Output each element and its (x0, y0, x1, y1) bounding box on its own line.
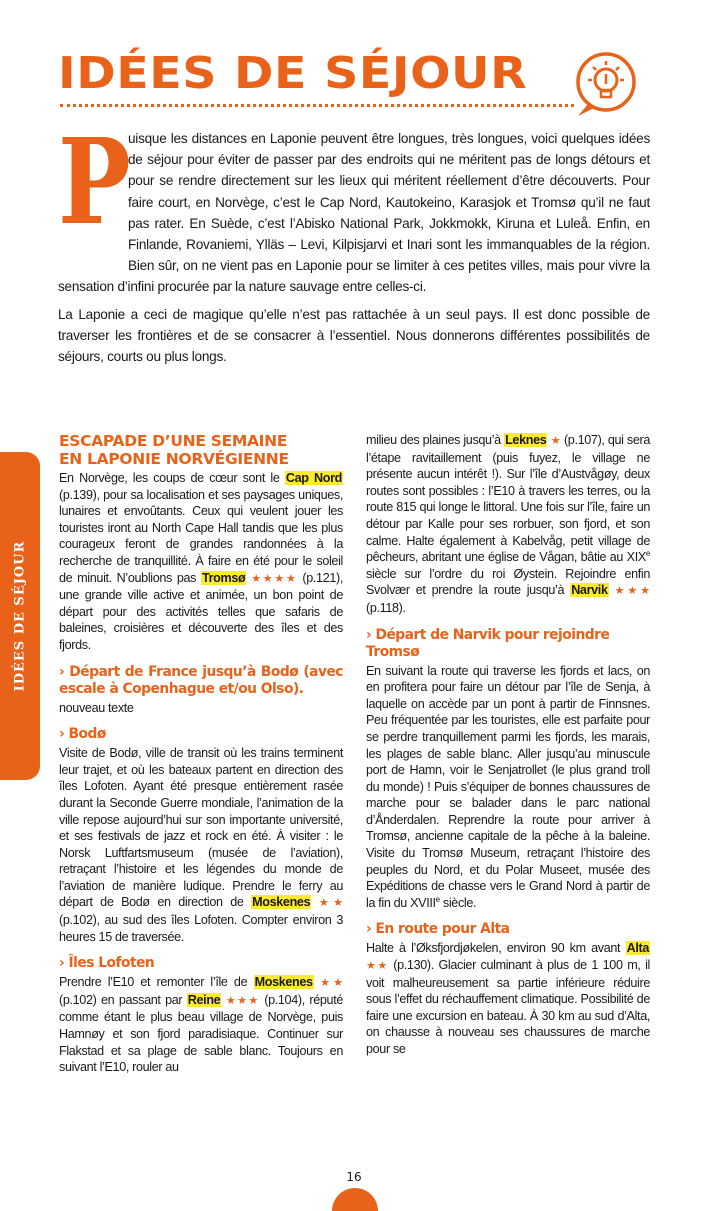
subheading-depart-france: › Départ de France jusqu’à Bodø (avec escale à Copenhague et/ou Olso). (59, 663, 343, 697)
place-alta: Alta (626, 941, 649, 956)
section-heading-line-1: ESCAPADE D’UNE SEMAINE (59, 432, 288, 450)
subheading-bodo: › Bodø (59, 726, 106, 743)
rating-stars: ★★ (318, 897, 343, 910)
norway-paragraph: En Norvège, les coups de cœur sont le Cap Nord (p.139), pour sa localisation et ses paysages uniques, lunaires et envoûtants. Ceux qui veulent jouer les touristes iront au North Cape Hall tandis que les plus courageux feront de grandes randonnées à la recherche de tranquillité. À faire en été pour le soleil de minuit. N’oublions pas Tromsø ★★★★ (p.121), une grande ville active et animée, un bon point de départ pour des activités telles que safaris de baleines, croisières et découverte des îles et des fjords. (59, 471, 343, 652)
intro-paragraph-1: uisque les distances en Laponie peuvent être longues, très longues, voici quelques idées de séjour pour éviter de passer par des endroits qui ne méritent pas de longs détours et pour se rendre directement sur les lieux qui méritent réellement d’être découverts. Pour faire court, en Norvège, c’est le Cap Nord, Kautokeino, Karasjok et Tromsø qu’il ne faut pas rater. En Suède, c’est l’Abisko National Park, Jokkmokk, Kiruna et Luleå. Enfin, en Finlande, Rovaniemi, Ylläs – Levi, Kilpisjarvi et Inari sont les immanquables de la région. Bien sûr, on ne vient pas en Laponie pour se limiter à ces petites villes, mais pour vivre la sensation d’infini procurée par la nature sauvage entre celles-ci. (58, 131, 650, 295)
subheading-line-1: › Départ de Narvik pour rejoindre (366, 626, 610, 643)
narvik-paragraph: En suivant la route qui traverse les fjords et lacs, on en profitera pour faire un détour par l’île de Senja, à laquelle on accède par un pont à partir de Finnsnes. Peu fréquentée par les touristes, elle est parfaite pour se perdre tranquillement parmi les fjords, les marais, les plages de sable blanc. Aller jusqu’au minuscule port de Hamn, voir le Senjatrollet (le plus grand troll du monde) ! Puis s’équiper de bonnes chaussures de marche pour se balader dans le parc national d’Ånderdalen. Reprendre la route pour arriver à Tromsø, ancienne capitale de la pêche à la baleine. Visite du Tromsø Museum, retraçant l’histoire des peuples du Nord, et du Polar Museet, musée des Expéditions de chasse vers le Grand Nord à partir de la fin du XVIIIe siècle. (366, 663, 650, 910)
place-moskenes: Moskenes (254, 975, 313, 990)
page-title: IDÉES DE SÉJOUR (58, 48, 528, 99)
lofoten-continued-paragraph: milieu des plaines jusqu’à Leknes ★ (p.107), qui sera l’étape ravitaillement (puis fuyez, le village ne présente aucun intérêt !). Sur l’île d’Austvågøy, deux routes sont possibles : l’E10 à travers les terres, ou la route 815 qui longe le littoral. Une fois sur l’île, faire un détour par Kalle pour ses rorbuer, son fjord, et son calme. Halte également à Kabelvåg, petit village de pêcheurs, abritant une église de Vågan, bâtie au XIXe siècle sur l’ordre du roi Øystein. Rejoindre enfin Svolvær et prendre la route jusqu’à Narvik ★★★ (p.118). (366, 433, 650, 615)
page-number-tab (332, 1188, 378, 1211)
page-number: 16 (346, 1170, 362, 1184)
rating-stars: ★★ (320, 977, 343, 990)
bodo-paragraph: Visite de Bodø, ville de transit où les trains terminent leur trajet, et où les bateaux partent en direction des îles Lofoten. Ayant été presque entièrement rasée durant la Seconde Guerre mondiale, l’animation de la ville repose aujourd’hui sur son importante université, et ses festivals de jazz et rock en été. À visiter : le Norsk Luftfartsmuseum (musée de l’aviation), retraçant l’histoire et les légendes du monde de l’aviation de manière ludique. Prendre le ferry au départ de Bodø en direction de Moskenes ★★ (p.102), au sud des îles Lofoten. Compter environ 3 heures 15 de traversée. (59, 746, 343, 944)
section-heading-line-2: EN LAPONIE NORVÉGIENNE (59, 450, 289, 468)
rating-stars: ★★★★ (251, 572, 298, 585)
rating-stars: ★★ (366, 960, 389, 973)
rating-stars: ★★★ (225, 994, 260, 1007)
title-dotted-rule (60, 104, 574, 107)
rating-stars: ★★★ (614, 585, 650, 598)
subheading-narvik-tromso (366, 627, 650, 661)
place-cap-nord: Cap Nord (285, 471, 342, 485)
subheading-lofoten: › Îles Lofoten (59, 955, 155, 972)
place-moskenes: Moskenes (252, 895, 311, 910)
side-tab (0, 452, 40, 780)
place-reine: Reine (187, 992, 221, 1007)
depart-text: nouveau texte (59, 700, 134, 715)
subheading-alta: › En route pour Alta (366, 921, 510, 938)
place-narvik: Narvik (571, 583, 608, 598)
left-column (59, 432, 343, 1076)
place-leknes: Leknes (505, 433, 547, 447)
side-tab-label: IDÉES DE SÉJOUR (12, 540, 28, 692)
lofoten-paragraph: Prendre l’E10 et remonter l’île de Moskenes ★★ (p.102) en passant par Reine ★★★ (p.104), réputé comme étant le plus beau village de Norvège, puis Hamnøy et son fjord paradisiaque. Continuer sur Flakstad et sa plage de sable blanc. Toujours en suivant l’E10, rouler au (59, 975, 343, 1075)
place-tromso: Tromsø (201, 570, 246, 585)
drop-cap: P (58, 112, 131, 251)
intro-text (58, 112, 650, 373)
rating-stars: ★ (550, 435, 561, 447)
section-heading (59, 432, 343, 468)
alta-paragraph: Halte à l’Øksfjordjøkelen, environ 90 km avant Alta ★★ (p.130). Glacier culminant à plus de 1 100 m, il voit malheureusement sa partie inférieure réduire sous l’effet du réchauffement climatique. Possibilité de faire une excursion en bateau. À 30 km au sud d’Alta, on chausse à nouveau ses chaussures de marche pour se (366, 941, 650, 1056)
subheading-line-2: Tromsø (366, 643, 420, 660)
lightbulb-icon (566, 44, 642, 120)
intro-paragraph-2: La Laponie a ceci de magique qu’elle n’est pas rattachée à un seul pays. Il est donc possible de traverser les frontières et de se consacrer à l’essentiel. Nous donnerons différentes possibilités de séjours, courts ou plus longs. (58, 306, 650, 365)
right-column (366, 432, 650, 1058)
